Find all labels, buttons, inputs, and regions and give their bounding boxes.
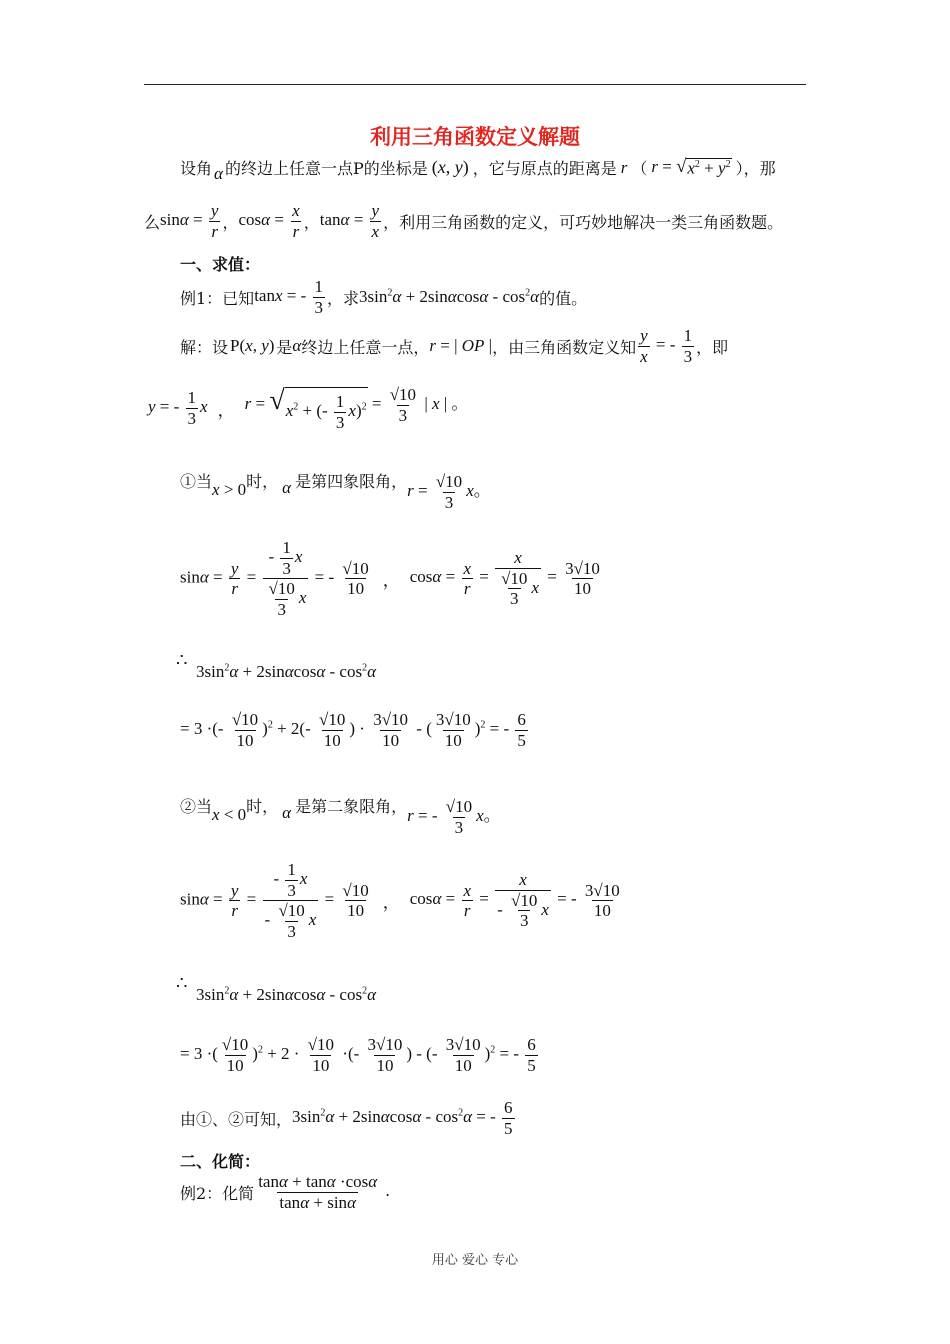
intro-text-a: 设角 <box>180 159 213 178</box>
cos-definition: cosα = $\frac{x}{r}$ <box>238 201 300 241</box>
page-footer: 用心 爱心 专心 <box>431 1253 519 1268</box>
example-1-label: 例1：已知 <box>180 288 255 308</box>
conclusion-line: 由①、②可知， $3\sin^2\alpha + 2\sin\alpha\cos\alpha - \cos^2\alpha$ = - $\frac{6}{5}$ <box>180 1098 513 1138</box>
tan-definition: tanα = $\frac{y}{x}$ <box>319 201 380 241</box>
alpha-symbol: α <box>214 163 223 183</box>
sin-definition: sinα = $\frac{y}{r}$ <box>160 201 219 241</box>
section-heading-2: 二、化简： <box>180 1152 261 1171</box>
tan-given: tanx = - $\frac{1}{3}$ <box>254 277 324 317</box>
case-1-result: = 3 ·(- $\frac{√10}{10}$ )$^2$ + 2(- $\frac{√10}{10}$ ) · $\frac{3√10}{10}$ - ( $\frac{3√10}{10}$ )$^2$ = - $\frac{6}{5}$ <box>180 710 526 750</box>
intro-text-c: ，它与原点的距离是 <box>472 159 617 178</box>
r-op: r = | OP | <box>429 336 493 356</box>
expression-repeat-2: $3\sin^2\alpha + 2\sin\alpha\cos\alpha - \cos^2\alpha$ <box>196 985 377 1004</box>
case-2-result: = 3 ·( $\frac{√10}{10}$ )$^2$ + 2 · $\frac{√10}{10}$ ·(- $\frac{3√10}{10}$ ) - (- $\frac{3√10}{10}$ )$^2$ = - $\frac{6}{5}$ <box>180 1035 536 1075</box>
solution-t3: ，由三角函数定义知 <box>492 337 637 357</box>
y-and-r-line: y = - $\frac{1}{3}$ x ， r = √ $x^2$ + (- $\frac{1}{3}$ x)$^2$ = $\frac{√10}{3}$ | x | 。 <box>148 384 469 432</box>
solution-label: 解：设 <box>180 337 229 357</box>
case-2-sin-cos: sinα = $\frac{y}{r}$ = - $\frac{1}{3}$ x - $\frac{√10}{3}$ x = $\frac{√10}{10}$ ， cosα = $\frac{x}{r}$ = x - $\frac{√10}{3}$ x = - $\frac{3√10}{10}$ <box>180 860 620 941</box>
intro-text-e: ），那 <box>735 159 776 178</box>
solution-t2: 终边上任意一点， <box>301 337 430 357</box>
case-1-line: ①当 x > 0 时， α 是第四象限角， r = $\frac{√10}{3}$ x。 <box>180 460 491 500</box>
case-2-line: ②当 x < 0 时， α 是第二象限角， r = - $\frac{√10}{3}$ x。 <box>180 785 501 825</box>
example-1 <box>180 277 587 317</box>
intro-text-d: （ <box>631 159 648 178</box>
solution-t4: ，即 <box>696 337 729 357</box>
page-title: 利用三角函数定义解题 <box>370 124 580 149</box>
case-1-mark: ①当 <box>180 471 213 491</box>
case-1-sin-cos: sinα = $\frac{y}{r}$ = - $\frac{1}{3}$ x $\frac{√10}{3}$ x = - $\frac{√10}{10}$ ， cosα = $\frac{x}{r}$ = x $\frac{√10}{3}$ x = $\frac{3√10}{10}$ <box>180 538 600 619</box>
intro-text-g: ，利用三角函数的定义，可巧妙地解决一类三角函数题。 <box>383 212 784 232</box>
section-heading-1: 一、求值： <box>180 255 261 274</box>
solution-line: 解：设 P(x, y) 是 α 终边上任意一点， r = | OP | ，由三角函数定义知 $\frac{y}{x}$ = - $\frac{1}{3}$ ，即 <box>180 326 729 366</box>
r-symbol: r <box>620 157 628 177</box>
solution-t1: 是 <box>276 337 293 357</box>
example-1-ask: ，求 <box>327 288 360 308</box>
example-1-tail: 的值。 <box>539 288 588 308</box>
example-2: 例2：化简 $\frac{\tan\alpha + \tan\alpha \cdot\cos\alpha}{\tan\alpha + \sin\alpha}$ . <box>180 1172 390 1212</box>
intro-text-f: 么 <box>144 212 161 232</box>
therefore-2: ∴ <box>176 973 188 994</box>
case-1-t1: 时， <box>246 471 279 491</box>
example-2-label: 例2：化简 <box>180 1183 255 1203</box>
case-1-t2: 是第四象限角， <box>295 471 408 491</box>
intro-line-2: 么 sinα = $\frac{y}{r}$ ， cosα = $\frac{x}{r}$ ， tanα = $\frac{y}{x}$ ，利用三角函数的定义，可巧妙地解决一类三角函数题。 <box>144 201 784 241</box>
expression-1: $3\sin^2\alpha + 2\sin\alpha\cos\alpha - \cos^2\alpha$ <box>359 287 540 307</box>
intro-line-1 <box>180 155 776 183</box>
case-2-t1: 时， <box>246 796 279 816</box>
conclusion-text: 由①、②可知， <box>180 1109 293 1129</box>
case-2-t2: 是第二象限角， <box>295 796 408 816</box>
intro-text-b: 的终边上任意一点P的坐标是 <box>224 159 428 178</box>
therefore-1: ∴ <box>176 650 188 671</box>
header-rule <box>144 84 806 85</box>
r-formula: r = √ $x^2 + y^2$ <box>651 155 731 178</box>
expression-repeat-1: $3\sin^2\alpha + 2\sin\alpha\cos\alpha - \cos^2\alpha$ <box>196 662 377 681</box>
case-2-mark: ②当 <box>180 796 213 816</box>
point-xy: (x, y) <box>431 157 469 177</box>
